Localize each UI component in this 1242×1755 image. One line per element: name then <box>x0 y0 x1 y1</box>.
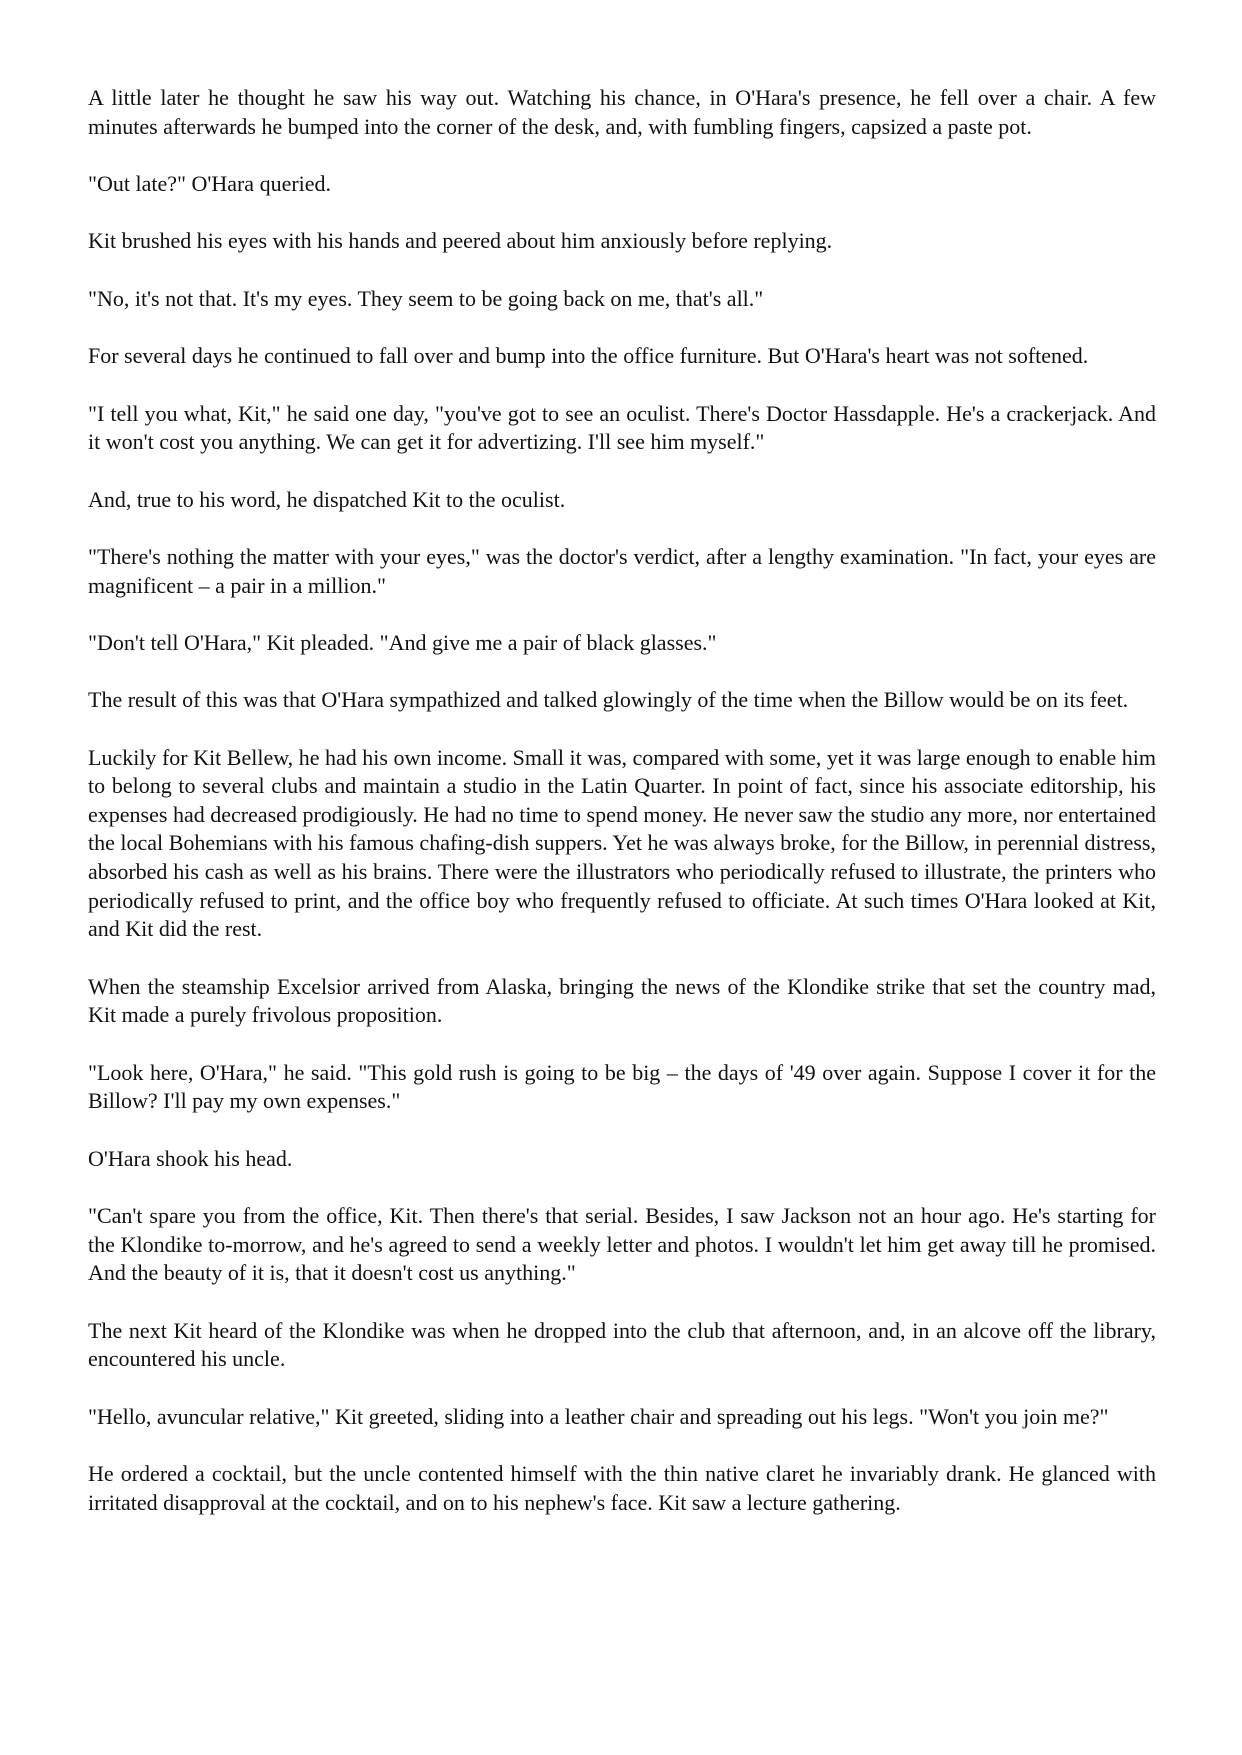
paragraph: "Out late?" O'Hara queried. <box>88 170 332 196</box>
paragraph: "Can't spare you from the office, Kit. Then there's that serial. Besides, I saw Jackson not an hour ago. He's starting for the Klondike to-morrow, and he's agreed to send a weekly letter and photos. I wouldn't let him get away till he promised. And the beauty of it is, that it doesn't cost us anything." <box>88 1203 1156 1286</box>
paragraph: "There's nothing the matter with your eyes," was the doctor's verdict, after a lengthy examination. "In fact, your eyes are magnificent – a pair in a million." <box>88 543 1156 598</box>
document-page <box>88 84 1156 1517</box>
paragraph: For several days he continued to fall over and bump into the office furniture. But O'Hara's heart was not softened. <box>88 343 1089 369</box>
paragraph: "I tell you what, Kit," he said one day, "you've got to see an oculist. There's Doctor Hassdapple. He's a crackerjack. And it won't cost you anything. We can get it for advertizing. I'll see him myself." <box>88 400 1156 455</box>
paragraph: "Hello, avuncular relative," Kit greeted, sliding into a leather chair and spreading out his legs. "Won't you join me?" <box>88 1403 1109 1429</box>
paragraph: "No, it's not that. It's my eyes. They seem to be going back on me, that's all." <box>88 285 764 311</box>
paragraph: O'Hara shook his head. <box>88 1145 293 1171</box>
paragraph: When the steamship Excelsior arrived from Alaska, bringing the news of the Klondike strike that set the country mad, Kit made a purely frivolous proposition. <box>88 973 1156 1028</box>
paragraph: A little later he thought he saw his way out. Watching his chance, in O'Hara's presence, he fell over a chair. A few minutes afterwards he bumped into the corner of the desk, and, with fumbling fingers, capsized a paste pot. <box>88 85 1156 139</box>
paragraph: The result of this was that O'Hara sympathized and talked glowingly of the time when the Billow would be on its feet. <box>88 687 1129 713</box>
paragraph: Kit brushed his eyes with his hands and peered about him anxiously before replying. <box>88 228 833 254</box>
paragraph: And, true to his word, he dispatched Kit to the oculist. <box>88 486 566 512</box>
paragraph: The next Kit heard of the Klondike was when he dropped into the club that afternoon, and, in an alcove off the library, encountered his uncle. <box>88 1317 1156 1372</box>
paragraph: Luckily for Kit Bellew, he had his own income. Small it was, compared with some, yet it was large enough to enable him to belong to several clubs and maintain a studio in the Latin Quarter. In point of fact, since his associate editorship, his expenses had decreased prodigiously. He had no time to spend money. He never saw the studio any more, nor entertained the local Bohemians with his famous chafing-dish suppers. Yet he was always broke, for the Billow, in perennial distress, absorbed his cash as well as his brains. There were the illustrators who periodically refused to illustrate, the printers who periodically refused to print, and the office boy who frequently refused to officiate. At such times O'Hara looked at Kit, and Kit did the rest. <box>88 744 1156 942</box>
paragraph: He ordered a cocktail, but the uncle contented himself with the thin native claret he invariably drank. He glanced with irritated disapproval at the cocktail, and on to his nephew's face. Kit saw a lecture gathering. <box>88 1460 1156 1515</box>
paragraph: "Look here, O'Hara," he said. "This gold rush is going to be big – the days of '49 over again. Suppose I cover it for the Billow? I'll pay my own expenses." <box>88 1059 1156 1114</box>
paragraph: "Don't tell O'Hara," Kit pleaded. "And give me a pair of black glasses." <box>88 629 717 655</box>
